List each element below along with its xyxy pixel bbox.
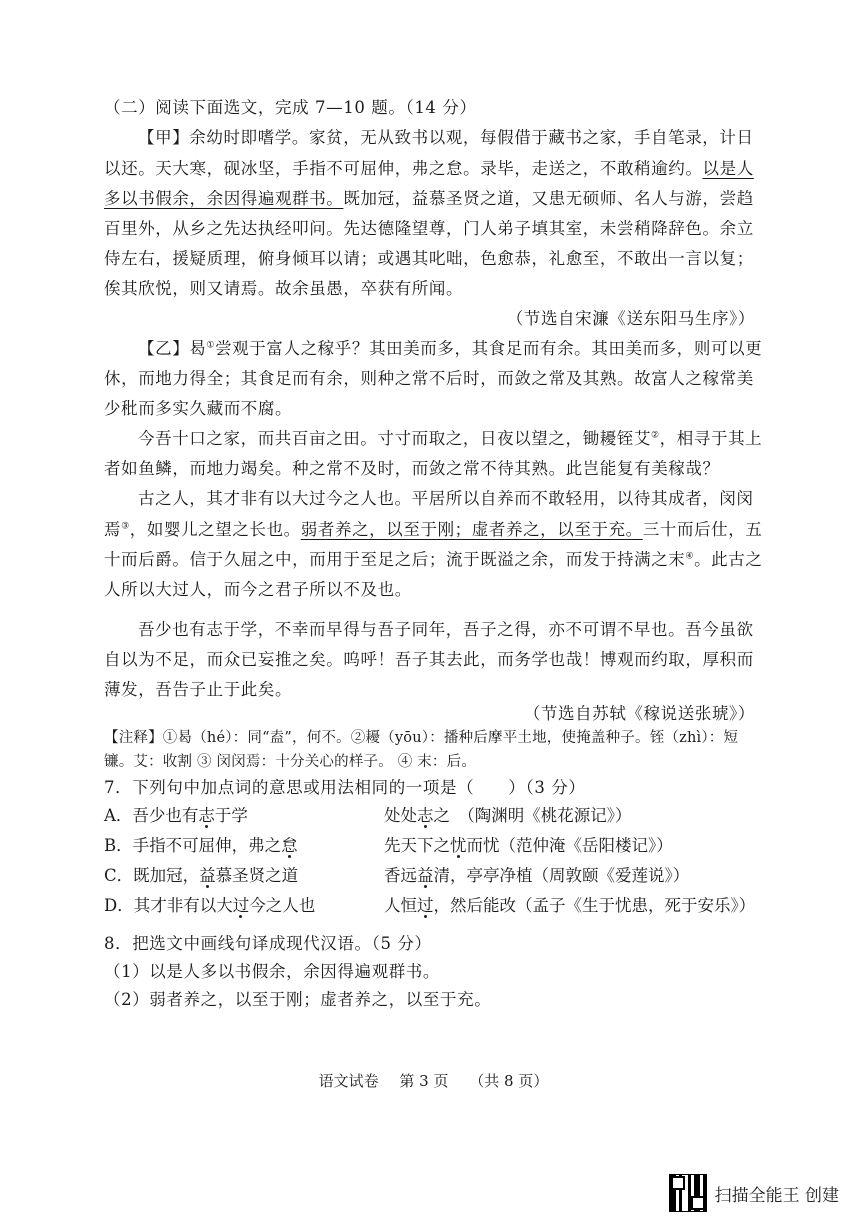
q7-c-right-1: 香远 (384, 866, 417, 885)
yi-line-1 (138, 337, 764, 361)
watermark-text: 扫描全能王 创建 (714, 1185, 839, 1206)
q7-b-right-dot: 忧 (450, 836, 467, 855)
jia-line-2-text: 以还。天大寒，砚冰坚，手指不可屈伸，弗之怠。录毕，走送之，不敢稍逾约。 (104, 159, 703, 178)
q7-c-right (384, 864, 689, 888)
footer-page-number: 第 3 页 (399, 1072, 449, 1090)
jia-underline-part-1: 以是人 (702, 159, 754, 178)
q7-b-left (104, 834, 298, 858)
jia-underline-part-2: 多以书假余，余因得遍观群书。 (104, 189, 344, 208)
q7-c-right-dot: 益 (417, 866, 434, 885)
q7-a-left (104, 804, 248, 828)
yi-source: （节选自苏轼《稼说送张琥》） (523, 704, 755, 723)
yi-line-7-c: 三十而后仕，五 (642, 520, 763, 539)
note-marker-1: ① (206, 340, 216, 351)
yi-line-4-a: 今吾十口之家，而共百亩之田。寸寸而取之，日夜以望之，锄耰铚艾 (138, 429, 651, 448)
yi-line-5: 者如鱼鳞，而地力竭矣。种之常不及时，而敛之常不待其熟。此岂能复有美稼哉？ (104, 459, 720, 478)
yi-line-4 (138, 427, 764, 451)
scanner-watermark (669, 1174, 839, 1212)
yi-line-9: 人所以大过人，而今之君子所以不及也。 (104, 580, 412, 599)
q7-d-right-1: 人恒 (384, 896, 417, 915)
q7-d-left-dot: 过 (232, 896, 250, 915)
note-marker-2: ② (651, 430, 660, 441)
note-marker-4: ④ (685, 551, 695, 562)
yi-line-1-a: 【乙】曷 (138, 339, 207, 358)
q7-a-left-1: A．吾少也有 (104, 806, 199, 825)
q7-stem: 7．下列句中加点词的意思或用法相同的一项是（ ）（3 分） (104, 778, 586, 797)
yi-line-3: 少秕而多实久藏而不腐。 (104, 399, 293, 418)
jia-line-3-text: 既加冠，益慕圣贤之道，又患无硕师、名人与游，尝趋 (343, 189, 754, 208)
notes-line-2: 镰。艾：收割 ③ 闵闵焉：十分关心的样子。 ④ 末：后。 (104, 754, 477, 770)
yi-line-8-a: 十而后爵。信于久屈之中，而用于至足之后；流于既溢之余，而发于持满之末 (104, 550, 686, 569)
footer-subject: 语文试卷 (318, 1072, 379, 1090)
jia-line-1: 【甲】余幼时即嗜学。家贫，无从致书以观，每假借于藏书之家，手自笔录，计日 (138, 128, 754, 147)
jia-line-6: 俟其欣悦，则又请焉。故余虽愚，卒获有所闻。 (104, 279, 464, 298)
notes-line-1: 【注释】①曷（hé）：同“盍”，何不。②耰（yōu）：播种后摩平土地，使掩盖种子。铚（zhì）：短 (104, 730, 739, 746)
q7-b-left-dot: 怠 (281, 836, 298, 855)
q8-sentence-2: （2）弱者养之，以至于刚；虚者养之，以至于充。 (104, 990, 492, 1009)
q7-a-left-dot: 志 (198, 806, 215, 825)
yi-line-8 (104, 548, 764, 572)
q7-a-left-2: 于学 (214, 806, 248, 825)
q7-c-left-dot: 益 (199, 866, 216, 885)
q7-d-right-2: ，然后能改（孟子《生于忧患，死于安乐》） (433, 896, 756, 915)
yi-line-2: 休，而地力得全；其食足而有余，则种之常不后时，而敛之常及其熟。故富人之稼常美 (104, 369, 754, 388)
q7-a-right-2: 之 （陶渊明《桃花源记》） (433, 806, 632, 825)
yi-line-10: 吾少也有志于学，不幸而早得与吾子同年，吾子之得，亦不可谓不早也。吾今虽欲 (138, 620, 754, 639)
yi-line-7-b: ，如婴儿之望之长也。 (129, 520, 301, 539)
q7-b-right-1: 先天下之 (384, 836, 450, 855)
yi-line-6: 古之人，其才非有以大过今之人也。平居所以自养而不敢轻用，以待其成者，闵闵 (138, 489, 754, 508)
yi-line-12: 薄发，吾告子止于此矣。 (104, 680, 293, 699)
q7-c-left-1: C．既加冠， (104, 866, 200, 885)
yi-line-4-b: ，相寻于其上 (659, 429, 763, 448)
q7-d-right-dot: 过 (417, 896, 434, 915)
q7-c-right-2: 清，亭亭净植（周敦颐《爱莲说》） (433, 866, 690, 885)
jia-line-4: 百里外，从乡之先达执经叩问。先达德隆望尊，门人弟子填其室，未尝稍降辞色。余立 (104, 219, 754, 238)
yi-line-8-b: 。此古之 (694, 550, 763, 569)
yi-line-7-a: 焉 (104, 520, 122, 539)
jia-source: （节选自宋濂《送东阳马生序》） (506, 309, 755, 328)
q7-c-left (104, 864, 298, 888)
footer-total-pages: （共 8 页） (469, 1072, 549, 1090)
q7-d-left (104, 894, 315, 918)
q7-d-right (384, 894, 755, 918)
q7-b-right (384, 834, 673, 858)
yi-line-7 (104, 518, 764, 542)
note-marker-3: ③ (121, 521, 130, 532)
q8-stem: 8．把选文中画线句译成现代汉语。（5 分） (104, 934, 432, 953)
q7-b-left-1: B．手指不可屈伸，弗之 (104, 836, 282, 855)
q7-a-right-1: 处处 (384, 806, 417, 825)
jia-line-2 (104, 157, 764, 181)
q8-sentence-1: （1）以是人多以书假余，余因得遍观群书。 (104, 962, 440, 981)
jia-line-3 (104, 187, 764, 211)
jia-line-5: 侍左右，援疑质理，俯身倾耳以请；或遇其叱咄，色愈恭，礼愈至，不敢出一言以复； (104, 249, 754, 268)
q7-b-right-2: 而忧（范仲淹《岳阳楼记》） (466, 836, 673, 855)
section-heading: （二）阅读下面选文，完成 7—10 题。（14 分） (104, 98, 477, 117)
q7-d-left-1: D．其才非有以大 (104, 896, 233, 915)
page-footer (0, 1070, 867, 1091)
yi-underline: 弱者养之，以至于刚；虚者养之，以至于充。 (300, 520, 643, 539)
yi-line-1-b: 尝观于富人之稼乎？其田美而多，其食足而有余。其田美而多，则可以更 (215, 339, 763, 358)
qr-code-icon (669, 1174, 707, 1212)
yi-line-11: 自以为不足，而众已妄推之矣。呜呼！吾子其去此，而务学也哉！博观而约取，厚积而 (104, 650, 754, 669)
q7-c-left-2: 慕圣贤之道 (215, 866, 299, 885)
q7-a-right-dot: 志 (417, 806, 434, 825)
q7-a-right (384, 804, 632, 828)
q7-d-left-2: 今之人也 (249, 896, 316, 915)
